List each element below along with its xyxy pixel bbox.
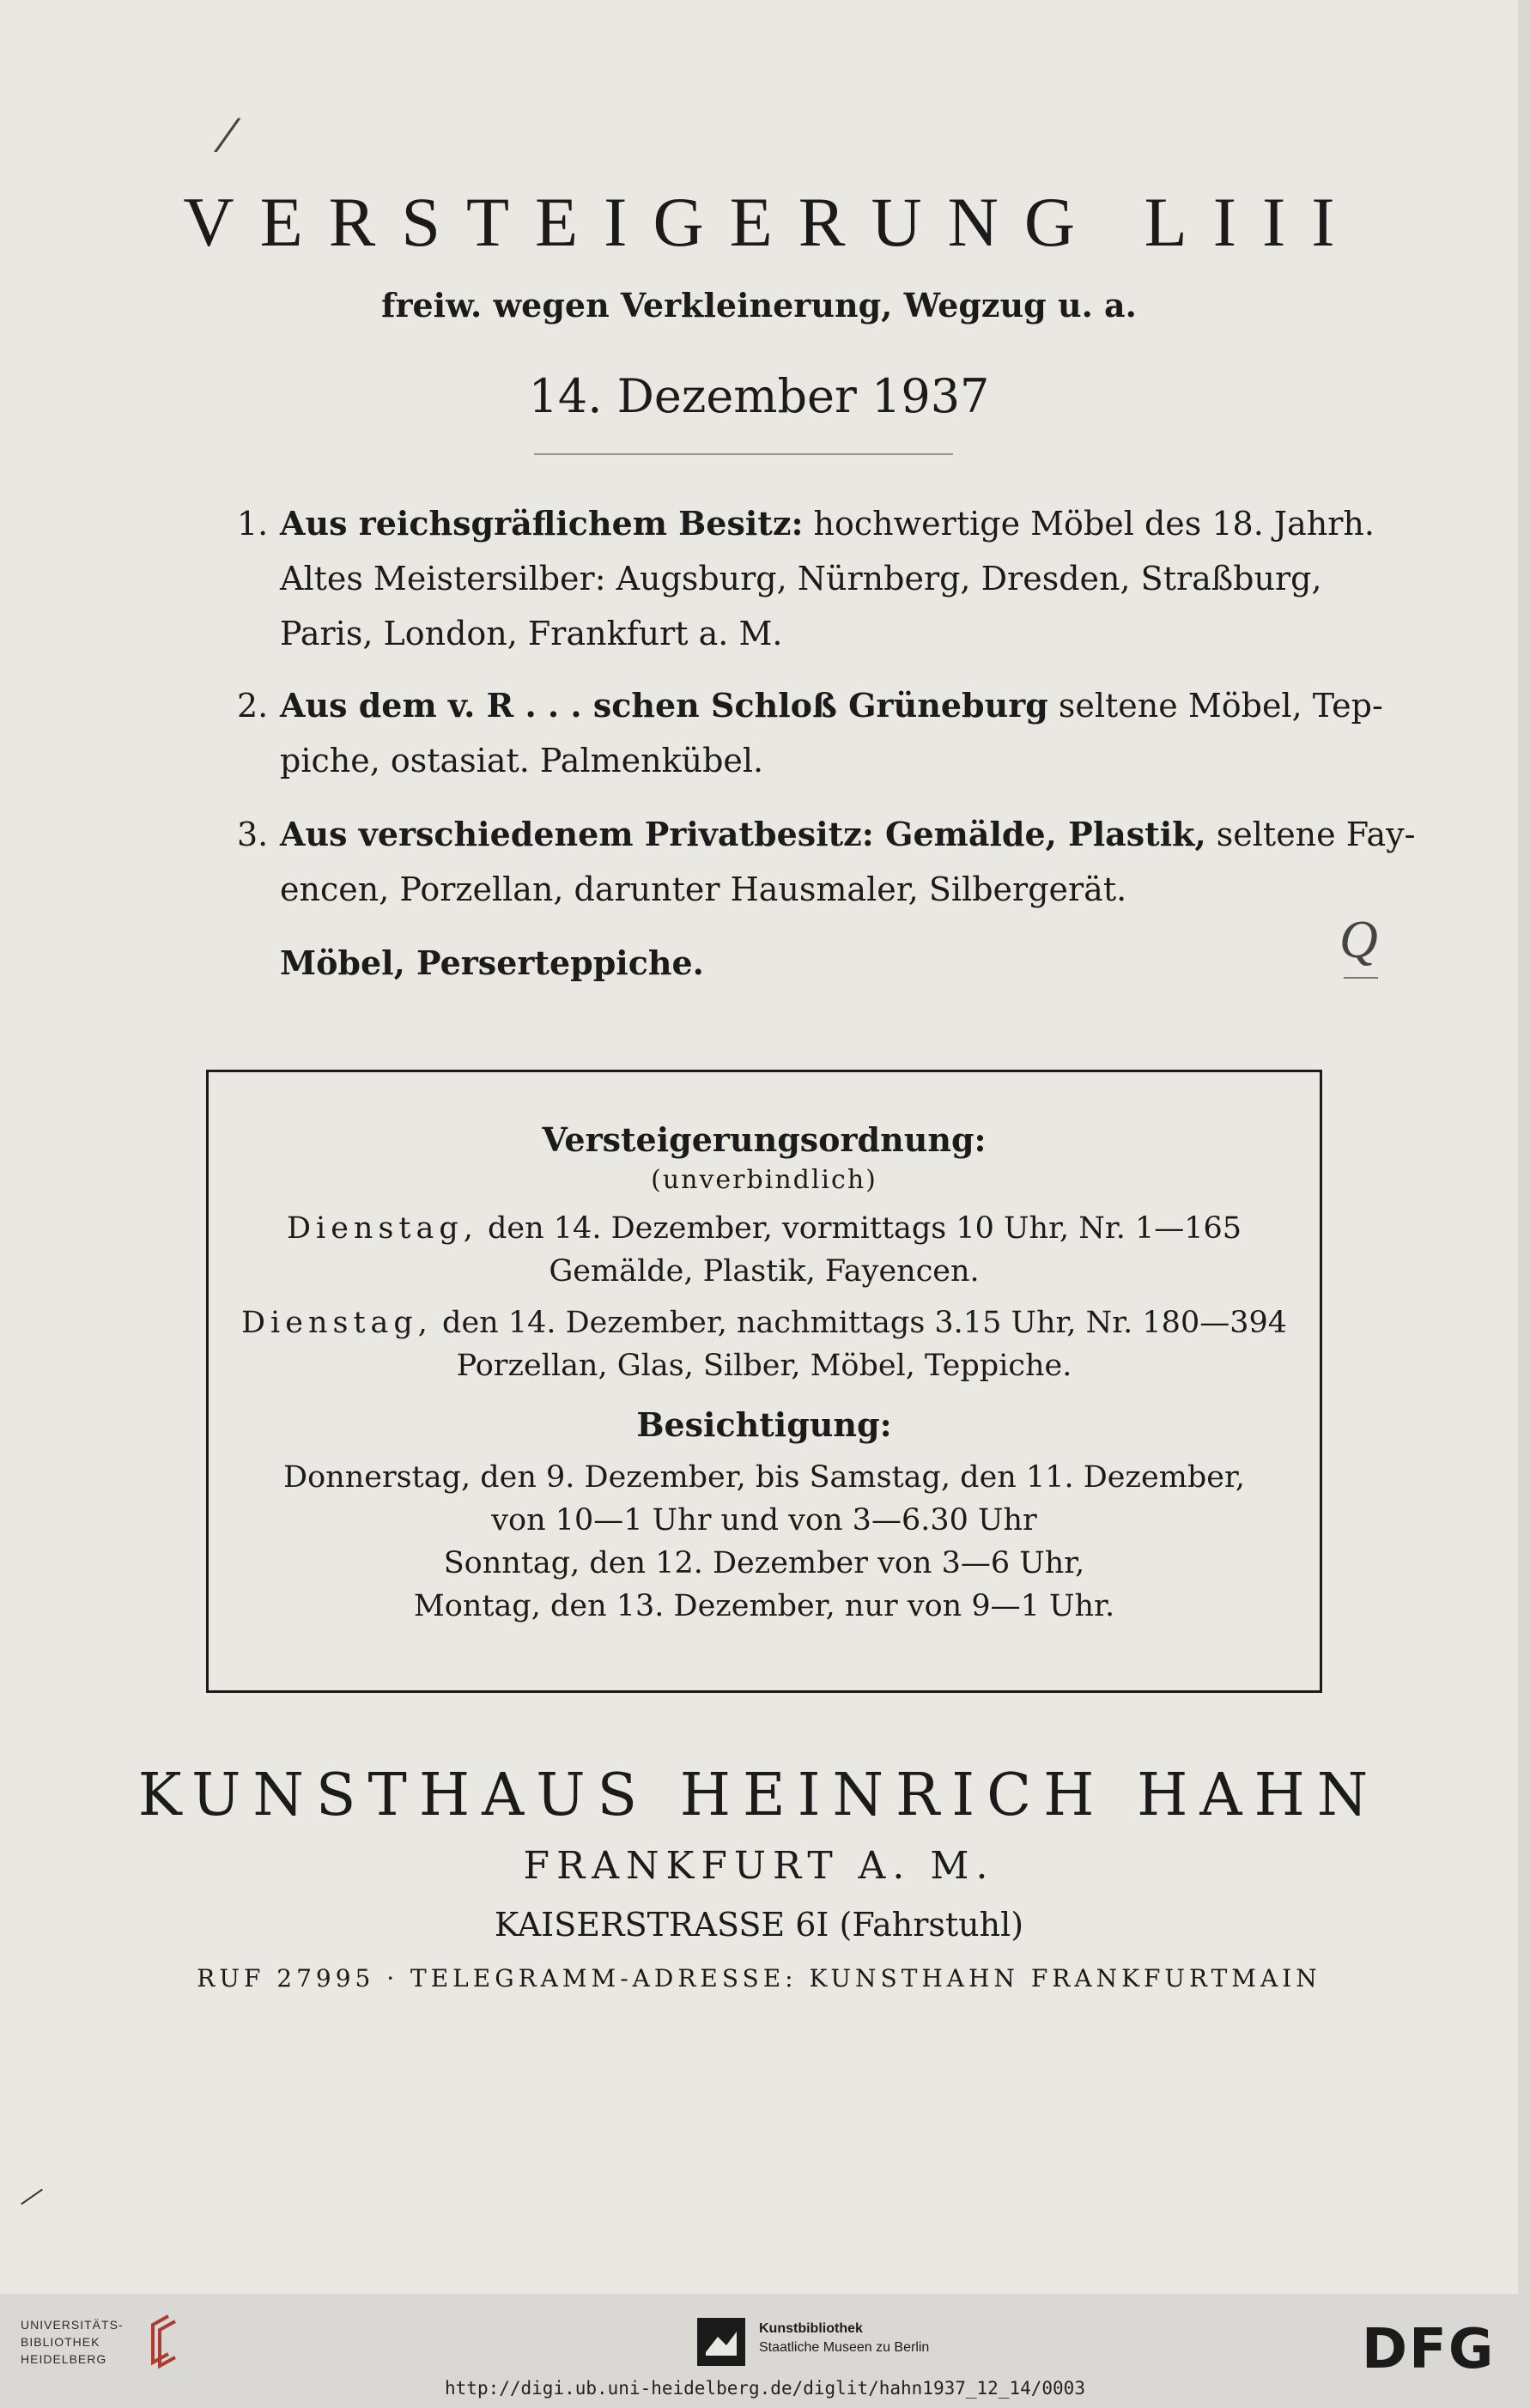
pencil-underline <box>1344 977 1378 979</box>
viewing-line: von 10—1 Uhr und von 3—6.30 Uhr <box>491 1503 1037 1538</box>
section-line: Aus dem v. R . . . schen Schloß Grüneburg seltene Möbel, Tep- <box>280 686 1383 725</box>
pencil-mark: / <box>215 103 239 166</box>
university-library-mark-icon <box>143 2313 180 2369</box>
session-1-items: Gemälde, Plastik, Fayencen. <box>549 1254 980 1289</box>
auction-schedule-box <box>206 1070 1322 1693</box>
viewing-line: Sonntag, den 12. Dezember von 3—6 Uhr, <box>443 1546 1085 1580</box>
university-library-logo: UNIVERSITÄTS- BIBLIOTHEK HEIDELBERG <box>21 2318 124 2366</box>
section-line: Aus reichsgräflichem Besitz: hochwertige Möbel des 18. Jahrh. <box>280 504 1375 543</box>
firm-name: KUNSTHAUS HEINRICH HAHN <box>137 1762 1381 1829</box>
section-number: 3. <box>237 816 269 853</box>
section-line: piche, ostasiat. Palmenkübel. <box>280 742 764 779</box>
pencil-annotation: Q <box>1339 911 1378 969</box>
auction-title: VERSTEIGERUNG LIII <box>183 183 1361 261</box>
firm-address: KAISERSTRASSE 6I (Fahrstuhl) <box>494 1906 1024 1944</box>
section-line: Altes Meistersilber: Augsburg, Nürnberg, Dresden, Straßburg, <box>280 560 1322 597</box>
session-2: Dienstag, den 14. Dezember, nachmittags 3.15 Uhr, Nr. 180—394 <box>240 1306 1288 1340</box>
kunstbibliothek-label: Kunstbibliothek Staatliche Museen zu Berlin <box>759 2321 930 2355</box>
section-line: Paris, London, Frankfurt a. M. <box>280 615 783 652</box>
source-url[interactable]: http://digi.ub.uni-heidelberg.de/diglit/hahn1937_12_14/0003 <box>445 2378 1085 2399</box>
firm-city: FRANKFURT A. M. <box>523 1844 995 1888</box>
session-1: Dienstag, den 14. Dezember, vormittags 10 Uhr, Nr. 1—165 <box>286 1211 1242 1246</box>
pencil-tick <box>21 2189 43 2205</box>
section-line: encen, Porzellan, darunter Hausmaler, Silbergerät. <box>280 870 1127 908</box>
kunstbibliothek-logo-icon <box>697 2318 745 2366</box>
firm-contact: RUF 27995 · TELEGRAMM-ADRESSE: KUNSTHAHN FRANKFURTMAIN <box>197 1964 1321 1993</box>
dfg-logo: DFG <box>1362 2318 1496 2381</box>
auction-date: 14. Dezember 1937 <box>528 369 990 423</box>
viewing-line: Montag, den 13. Dezember, nur von 9—1 Uhr. <box>413 1589 1115 1623</box>
viewing-heading: Besichtigung: <box>636 1405 892 1444</box>
viewing-line: Donnerstag, den 9. Dezember, bis Samstag, den 11. Dezember, <box>283 1460 1245 1495</box>
section-number: 2. <box>237 687 269 725</box>
auction-subtitle: freiw. wegen Verkleinerung, Wegzug u. a. <box>381 286 1137 325</box>
schedule-note: (unverbindlich) <box>651 1165 877 1195</box>
section-line: Möbel, Perserteppiche. <box>280 943 704 982</box>
section-number: 1. <box>237 505 269 543</box>
section-line: Aus verschiedenem Privatbesitz: Gemälde, Plastik, seltene Fay- <box>280 815 1416 853</box>
session-2-items: Porzellan, Glas, Silber, Möbel, Teppiche. <box>456 1349 1072 1383</box>
schedule-heading: Versteigerungsordnung: <box>542 1120 987 1159</box>
title-divider <box>534 453 953 455</box>
